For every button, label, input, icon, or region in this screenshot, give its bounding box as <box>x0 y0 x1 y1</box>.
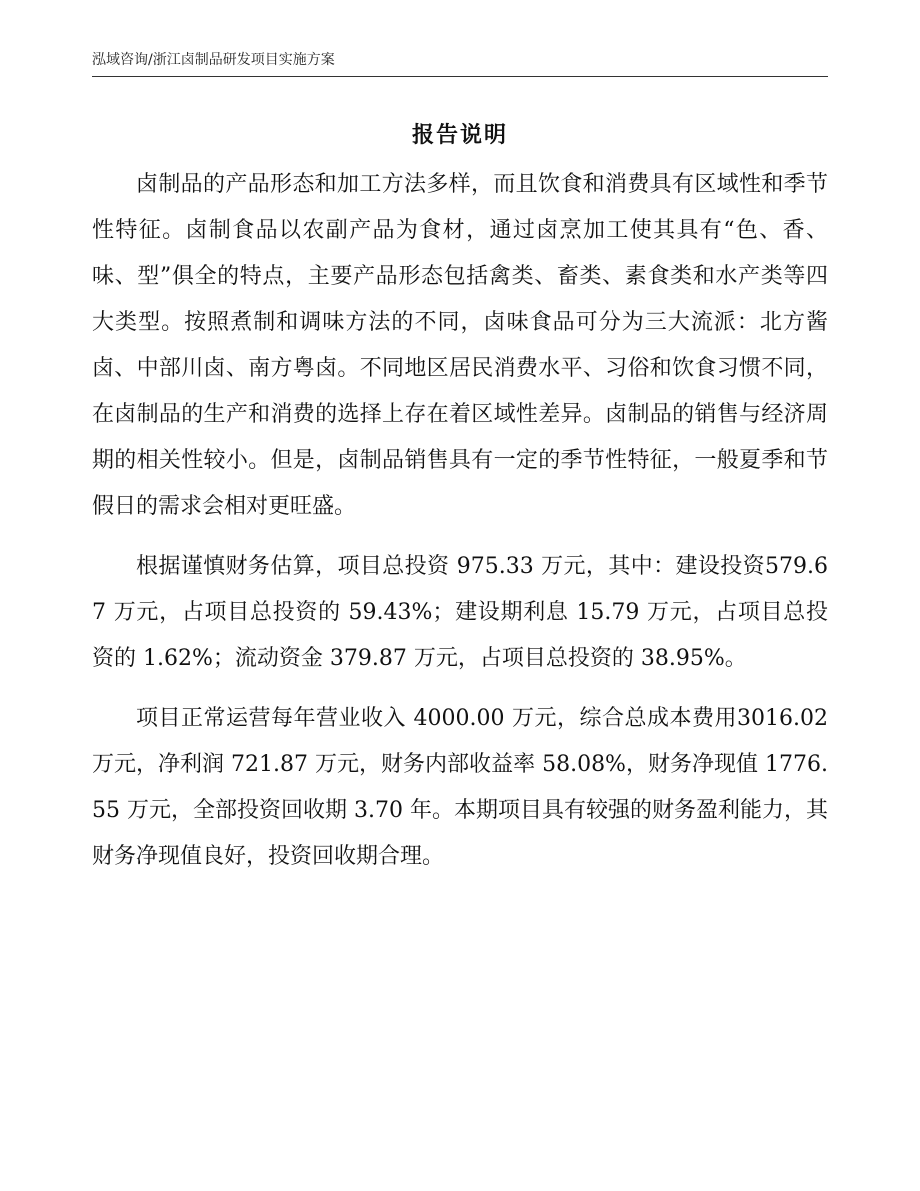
paragraph-investment-estimate: 根据谨慎财务估算，项目总投资 975.33 万元，其中：建设投资579.67 万元，占项目总投资的 59.43%；建设期利息 15.79 万元，占项目总投资的 1.62%；流动资金 379.87 万元，占项目总投资的 38.95%。 <box>92 554 828 671</box>
paragraph-product-overview: 卤制品的产品形态和加工方法多样，而且饮食和消费具有区域性和季节性特征。卤制食品以农副产品为食材，通过卤烹加工使其具有“色、香、味、型”俱全的特点，主要产品形态包括禽类、畜类、素食类和水产类等四大类型。按照煮制和调味方法的不同，卤味食品可分为三大流派：北方酱卤、中部川卤、南方粤卤。不同地区居民消费水平、习俗和饮食习惯不同，在卤制品的生产和消费的选择上存在着区域性差异。卤制品的销售与经济周期的相关性较小。但是，卤制品销售具有一定的季节性特征，一般夏季和节假日的需求会相对更旺盛。 <box>92 172 828 519</box>
header-divider <box>92 76 828 77</box>
section-title: 报告说明 <box>411 123 508 148</box>
paragraph-operating-returns: 项目正常运营每年营业收入 4000.00 万元，综合总成本费用3016.02 万元，净利润 721.87 万元，财务内部收益率 58.08%，财务净现值 1776.55 万元，全部投资回收期 3.70 年。本期项目具有较强的财务盈利能力，其财务净现值良好，投资回收期合理。 <box>92 706 828 869</box>
report-body <box>92 162 828 894</box>
running-header: 泓域咨询/浙江卤制品研发项目实施方案 <box>92 52 335 68</box>
